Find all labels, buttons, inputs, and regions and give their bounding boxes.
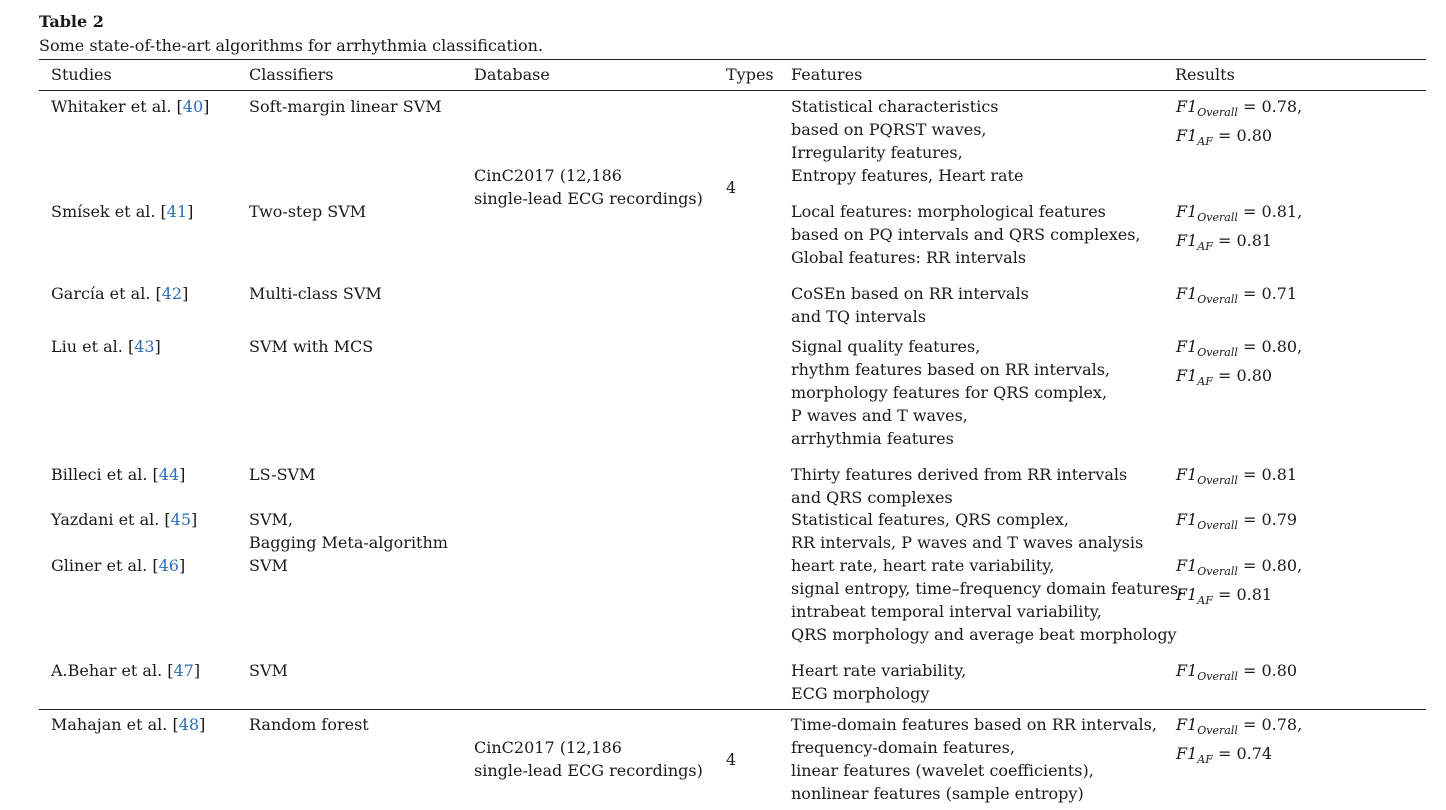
citation-bracket: ] xyxy=(182,284,189,303)
header-results: Results xyxy=(1175,65,1235,84)
f1-symbol xyxy=(1176,744,1213,766)
f1-label: F1 xyxy=(1176,661,1198,680)
results-cell xyxy=(1176,554,1302,612)
result-line xyxy=(1176,742,1302,771)
study-cell xyxy=(51,659,200,682)
result-line xyxy=(1176,95,1302,124)
classifier-line: SVM with MCS xyxy=(249,337,374,356)
features-cell xyxy=(791,282,1029,328)
study-name: Mahajan et al. [ xyxy=(51,715,179,734)
feature-line: intrabeat temporal interval variability, xyxy=(791,602,1102,621)
features-cell xyxy=(791,200,1141,269)
f1-symbol xyxy=(1176,97,1238,119)
result-line xyxy=(1176,659,1297,688)
f1-label: F1 xyxy=(1176,510,1198,529)
feature-line: Statistical features, QRS complex, xyxy=(791,510,1070,529)
f1-label: F1 xyxy=(1176,231,1198,250)
citation-bracket: ] xyxy=(154,337,161,356)
types-cell: 4 xyxy=(726,178,737,197)
f1-subscript: Overall xyxy=(1197,474,1238,487)
features-cell xyxy=(791,554,1183,646)
feature-line: RR intervals, P waves and T waves analysis xyxy=(791,533,1144,552)
classifier-line: Soft-margin linear SVM xyxy=(249,97,442,116)
f1-subscript: Overall xyxy=(1197,211,1238,224)
feature-line: and QRS complexes xyxy=(791,488,953,507)
feature-line: Signal quality features, xyxy=(791,337,981,356)
classifier-cell xyxy=(249,282,382,305)
database-line: CinC2017 (12,186 xyxy=(474,166,622,185)
results-cell xyxy=(1176,713,1302,771)
feature-line: Statistical characteristics xyxy=(791,97,999,116)
feature-line: signal entropy, time–frequency domain features, xyxy=(791,579,1184,598)
study-cell xyxy=(51,554,185,577)
result-line xyxy=(1176,335,1302,364)
f1-label: F1 xyxy=(1176,465,1198,484)
classifier-cell xyxy=(249,713,369,736)
database-line: single-lead ECG recordings) xyxy=(474,189,703,208)
classifier-cell xyxy=(249,335,373,358)
database-cell xyxy=(474,164,703,210)
features-cell xyxy=(791,659,966,705)
database-cell xyxy=(474,736,703,782)
f1-value: = 0.81 xyxy=(1237,465,1298,484)
results-cell xyxy=(1176,282,1297,311)
classifier-line: Two-step SVM xyxy=(249,202,367,221)
header-database: Database xyxy=(474,65,550,84)
feature-line: linear features (wavelet coefficients), xyxy=(791,761,1094,780)
citation-link[interactable]: 45 xyxy=(170,510,191,529)
f1-subscript: Overall xyxy=(1197,565,1238,578)
feature-line: QRS morphology and average beat morphology xyxy=(791,625,1177,644)
citation-link[interactable]: 47 xyxy=(173,661,194,680)
f1-label: F1 xyxy=(1176,585,1198,604)
f1-symbol xyxy=(1176,284,1238,306)
result-line xyxy=(1176,554,1302,583)
citation-link[interactable]: 46 xyxy=(158,556,179,575)
f1-value: = 0.81, xyxy=(1237,202,1303,221)
feature-line: Thirty features derived from RR intervals xyxy=(791,465,1128,484)
f1-symbol xyxy=(1176,126,1213,148)
f1-subscript: Overall xyxy=(1197,293,1238,306)
features-cell xyxy=(791,508,1143,554)
feature-line: heart rate, heart rate variability, xyxy=(791,556,1055,575)
classifier-cell xyxy=(249,659,288,682)
classifier-line: Random forest xyxy=(249,715,369,734)
study-cell xyxy=(51,463,185,486)
citation-link[interactable]: 48 xyxy=(178,715,200,734)
results-cell xyxy=(1176,659,1297,688)
f1-value: = 0.79 xyxy=(1237,510,1298,529)
study-name: Liu et al. [ xyxy=(51,337,135,356)
f1-label: F1 xyxy=(1176,715,1198,734)
f1-symbol xyxy=(1176,585,1213,607)
f1-value: = 0.80 xyxy=(1212,126,1273,145)
f1-symbol xyxy=(1176,510,1238,532)
study-cell xyxy=(51,282,188,305)
header-features: Features xyxy=(791,65,863,84)
classifier-line: Multi-class SVM xyxy=(249,284,382,303)
citation-link[interactable]: 43 xyxy=(134,337,155,356)
f1-subscript: AF xyxy=(1197,594,1213,607)
result-line xyxy=(1176,713,1302,742)
study-name: Yazdani et al. [ xyxy=(51,510,171,529)
feature-line: based on PQRST waves, xyxy=(791,120,987,139)
citation-bracket: ] xyxy=(187,202,194,221)
study-name: Whitaker et al. [ xyxy=(51,97,183,116)
classifier-cell xyxy=(249,554,288,577)
results-cell xyxy=(1176,200,1302,258)
f1-value: = 0.74 xyxy=(1212,744,1273,763)
f1-subscript: AF xyxy=(1197,135,1213,148)
classifier-cell xyxy=(249,95,442,118)
results-cell xyxy=(1176,463,1297,492)
feature-line: Irregularity features, xyxy=(791,143,963,162)
f1-symbol xyxy=(1176,337,1238,359)
f1-value: = 0.78, xyxy=(1237,97,1303,116)
feature-line: P waves and T waves, xyxy=(791,406,968,425)
features-cell xyxy=(791,335,1110,450)
f1-subscript: AF xyxy=(1197,753,1213,766)
f1-value: = 0.80, xyxy=(1237,556,1303,575)
citation-link[interactable]: 41 xyxy=(166,202,188,221)
f1-symbol xyxy=(1176,661,1238,683)
f1-symbol xyxy=(1176,231,1213,253)
citation-link[interactable]: 42 xyxy=(161,284,183,303)
result-line xyxy=(1176,508,1297,537)
f1-subscript: Overall xyxy=(1197,106,1238,119)
classifier-line: LS-SVM xyxy=(249,465,316,484)
f1-label: F1 xyxy=(1176,556,1198,575)
classifier-line: SVM xyxy=(249,661,288,680)
citation-link[interactable]: 40 xyxy=(182,97,204,116)
feature-line: rhythm features based on RR intervals, xyxy=(791,360,1111,379)
features-cell xyxy=(791,713,1157,805)
feature-line: frequency-domain features, xyxy=(791,738,1015,757)
study-name: Gliner et al. [ xyxy=(51,556,159,575)
result-line xyxy=(1176,583,1302,612)
f1-symbol xyxy=(1176,366,1213,388)
study-cell xyxy=(51,200,193,223)
header-classifiers: Classifiers xyxy=(249,65,334,84)
group-rule xyxy=(39,709,1426,710)
header-rule xyxy=(39,90,1426,91)
result-line xyxy=(1176,463,1297,492)
feature-line: nonlinear features (sample entropy) xyxy=(791,784,1084,803)
feature-line: Global features: RR intervals xyxy=(791,248,1027,267)
results-cell xyxy=(1176,508,1297,537)
f1-label: F1 xyxy=(1176,744,1198,763)
f1-symbol xyxy=(1176,715,1238,737)
f1-subscript: Overall xyxy=(1197,346,1238,359)
f1-label: F1 xyxy=(1176,97,1198,116)
feature-line: ECG morphology xyxy=(791,684,930,703)
study-cell xyxy=(51,95,209,118)
f1-label: F1 xyxy=(1176,284,1198,303)
classifier-line: SVM xyxy=(249,556,288,575)
classifier-cell xyxy=(249,508,448,554)
feature-line: Local features: morphological features xyxy=(791,202,1106,221)
f1-value: = 0.80, xyxy=(1237,337,1303,356)
f1-subscript: AF xyxy=(1197,240,1213,253)
citation-bracket: ] xyxy=(179,465,186,484)
citation-link[interactable]: 44 xyxy=(158,465,180,484)
database-line: CinC2017 (12,186 xyxy=(474,738,622,757)
f1-label: F1 xyxy=(1176,126,1198,145)
f1-value: = 0.81 xyxy=(1212,231,1273,250)
classifier-cell xyxy=(249,463,315,486)
database-line: single-lead ECG recordings) xyxy=(474,761,703,780)
study-cell xyxy=(51,713,205,736)
result-line xyxy=(1176,229,1302,258)
f1-value: = 0.80 xyxy=(1212,366,1273,385)
citation-bracket: ] xyxy=(191,510,198,529)
table-label: Table 2 xyxy=(39,12,104,31)
f1-value: = 0.80 xyxy=(1237,661,1298,680)
result-line xyxy=(1176,124,1302,153)
study-cell xyxy=(51,508,197,531)
header-studies: Studies xyxy=(51,65,112,84)
study-name: Billeci et al. [ xyxy=(51,465,159,484)
f1-subscript: AF xyxy=(1197,375,1213,388)
classifier-line: Bagging Meta-algorithm xyxy=(249,533,448,552)
study-name: A.Behar et al. [ xyxy=(51,661,174,680)
features-cell xyxy=(791,463,1127,509)
feature-line: CoSEn based on RR intervals xyxy=(791,284,1029,303)
result-line xyxy=(1176,282,1297,311)
result-line xyxy=(1176,364,1302,393)
citation-bracket: ] xyxy=(193,661,201,680)
f1-subscript: Overall xyxy=(1197,670,1238,683)
citation-bracket: ] xyxy=(199,715,206,734)
feature-line: arrhythmia features xyxy=(791,429,954,448)
f1-value: = 0.71 xyxy=(1237,284,1298,303)
feature-line: based on PQ intervals and QRS complexes, xyxy=(791,225,1141,244)
features-cell xyxy=(791,95,1023,187)
feature-line: Heart rate variability, xyxy=(791,661,967,680)
study-name: García et al. [ xyxy=(51,284,162,303)
feature-line: and TQ intervals xyxy=(791,307,926,326)
f1-subscript: Overall xyxy=(1197,519,1238,532)
f1-label: F1 xyxy=(1176,337,1198,356)
results-cell xyxy=(1176,95,1302,153)
classifier-line: SVM, xyxy=(249,510,293,529)
table-caption: Some state-of-the-art algorithms for arrhythmia classification. xyxy=(39,36,544,55)
results-cell xyxy=(1176,335,1302,393)
f1-value: = 0.78, xyxy=(1237,715,1303,734)
feature-line: morphology features for QRS complex, xyxy=(791,383,1108,402)
top-rule xyxy=(39,59,1426,60)
study-name: Smísek et al. [ xyxy=(51,202,167,221)
types-cell: 4 xyxy=(726,750,737,769)
f1-symbol xyxy=(1176,556,1238,578)
result-line xyxy=(1176,200,1302,229)
feature-line: Entropy features, Heart rate xyxy=(791,166,1024,185)
citation-bracket: ] xyxy=(178,556,186,575)
f1-value: = 0.81 xyxy=(1212,585,1273,604)
f1-label: F1 xyxy=(1176,366,1198,385)
feature-line: Time-domain features based on RR intervals, xyxy=(791,715,1157,734)
f1-subscript: Overall xyxy=(1197,724,1238,737)
header-types: Types xyxy=(726,65,774,84)
f1-label: F1 xyxy=(1176,202,1198,221)
citation-bracket: ] xyxy=(203,97,210,116)
f1-symbol xyxy=(1176,202,1238,224)
f1-symbol xyxy=(1176,465,1238,487)
classifier-cell xyxy=(249,200,366,223)
study-cell xyxy=(51,335,161,358)
